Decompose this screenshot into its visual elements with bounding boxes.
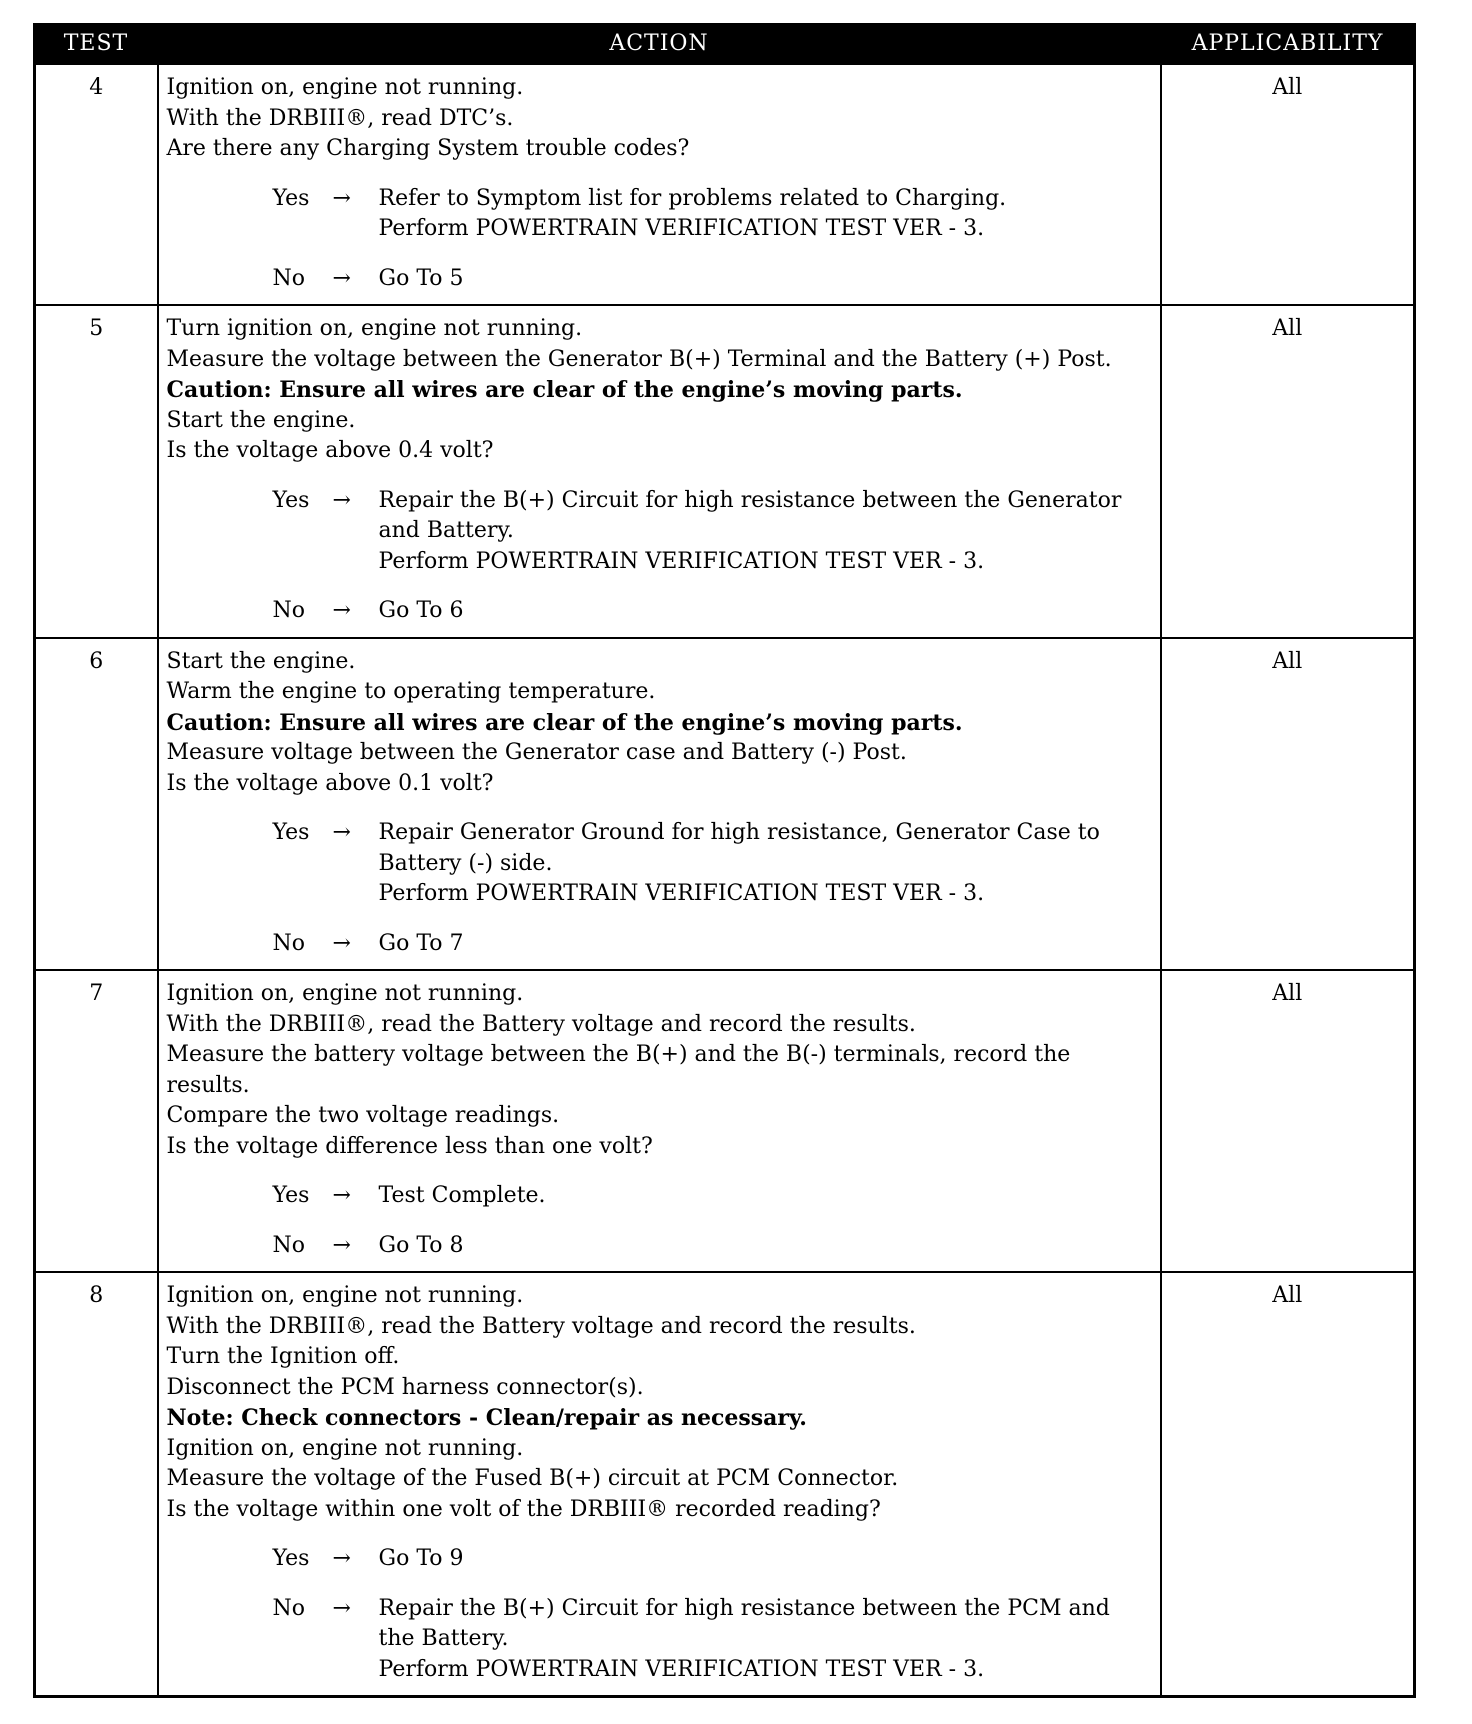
action-cell	[158, 970, 1161, 1272]
answer-line: Go To 6	[378, 598, 464, 623]
answer-text	[379, 818, 1154, 910]
table-row	[35, 305, 1415, 638]
step-text: Is the voltage above 0.1 volt?	[166, 770, 494, 796]
step-text: Start the engine.	[166, 648, 356, 674]
test-number: 6	[35, 638, 158, 971]
answer-text	[379, 486, 1154, 578]
step-text: Measure the battery voltage between the B(+) and the B(-) terminals, record the results.	[166, 1042, 1071, 1098]
step-text: Measure the voltage of the Fused B(+) circuit at PCM Connector.	[166, 1466, 899, 1491]
step-text: Disconnect the PCM harness connector(s).	[166, 1374, 644, 1400]
answer-line: Repair the B(+) Circuit for high resistance between the PCM and	[378, 1595, 1110, 1621]
answer-label: No	[272, 265, 305, 291]
arrow-right-icon: →	[332, 487, 351, 513]
step-text: Measure the voltage between the Generator B(+) Terminal and the Battery (+) Post.	[166, 346, 1112, 372]
answer-no	[167, 1594, 1154, 1686]
answer-yes	[167, 184, 1154, 245]
step-text: Ignition on, engine not running.	[166, 981, 524, 1006]
applicability-value: All	[1161, 305, 1415, 638]
arrow-right-icon: →	[332, 598, 351, 623]
table-row	[35, 1272, 1415, 1697]
answer-text	[379, 184, 1154, 245]
answer-line: and Battery.	[378, 518, 514, 543]
answer-text	[379, 929, 1154, 960]
step-text: Ignition on, engine not running.	[166, 1283, 524, 1308]
test-number: 7	[35, 970, 158, 1272]
answer-label: No	[272, 598, 305, 623]
answer-text	[379, 596, 1154, 627]
answer-line: Go To 9	[378, 1546, 464, 1571]
answer-line: Perform POWERTRAIN VERIFICATION TEST VER - 3.	[378, 548, 985, 574]
answer-yes	[167, 1544, 1154, 1575]
action-cell	[158, 638, 1161, 971]
answer-text	[379, 1544, 1154, 1575]
diagnostic-test-table	[33, 23, 1416, 1698]
step-text: With the DRBIII®, read DTC’s.	[166, 105, 514, 131]
caution-note: Caution: Ensure all wires are clear of the engine’s moving parts.	[166, 709, 963, 736]
answer-no	[167, 1231, 1154, 1262]
test-number: 5	[35, 305, 158, 638]
step-text: Start the engine.	[166, 407, 356, 433]
answer-text	[379, 264, 1154, 295]
answer-label: No	[272, 1232, 305, 1258]
applicability-value: All	[1161, 64, 1415, 305]
caution-note: Caution: Ensure all wires are clear of the engine’s moving parts.	[166, 377, 963, 403]
table-body	[35, 64, 1415, 1697]
test-number: 8	[35, 1272, 158, 1697]
step-text: Compare the two voltage readings.	[166, 1103, 560, 1128]
answer-line: the Battery.	[378, 1626, 509, 1651]
answer-yes	[167, 486, 1154, 578]
arrow-right-icon: →	[332, 265, 351, 291]
answer-line: Perform POWERTRAIN VERIFICATION TEST VER - 3.	[378, 1656, 985, 1682]
step-text: Measure voltage between the Generator case and Battery (-) Post.	[166, 740, 907, 765]
arrow-right-icon: →	[332, 820, 351, 845]
step-text: Is the voltage within one volt of the DRBIII® recorded reading?	[166, 1496, 881, 1522]
answer-line: Battery (-) side.	[378, 850, 553, 876]
answer-yes	[167, 818, 1154, 910]
step-text: With the DRBIII®, read the Battery voltage and record the results.	[166, 1313, 916, 1339]
answer-label: No	[272, 930, 305, 956]
answer-text	[379, 1594, 1154, 1686]
answer-line: Test Complete.	[378, 1183, 546, 1208]
action-cell	[158, 305, 1161, 638]
answer-line: Repair the B(+) Circuit for high resistance between the Generator	[378, 487, 1122, 513]
arrow-right-icon: →	[332, 1546, 351, 1571]
test-number: 4	[35, 64, 158, 305]
answer-line: Perform POWERTRAIN VERIFICATION TEST VER - 3.	[378, 216, 985, 241]
answer-line: Go To 8	[378, 1232, 464, 1258]
answer-no	[167, 264, 1154, 295]
step-text: Warm the engine to operating temperature.	[166, 679, 656, 704]
answer-text	[379, 1181, 1154, 1212]
step-text: With the DRBIII®, read the Battery voltage and record the results.	[166, 1011, 916, 1037]
arrow-right-icon: →	[332, 1232, 351, 1258]
answer-label: Yes	[272, 487, 310, 513]
answer-line: Go To 5	[378, 265, 464, 291]
answer-label: Yes	[272, 1546, 310, 1571]
table-row	[35, 638, 1415, 971]
answer-label: Yes	[272, 1183, 310, 1208]
answer-line: Refer to Symptom list for problems related to Charging.	[378, 185, 1007, 211]
table-row	[35, 970, 1415, 1272]
answer-label: Yes	[272, 185, 310, 211]
step-text: Turn ignition on, engine not running.	[166, 316, 583, 341]
caution-note: Note: Check connectors - Clean/repair as necessary.	[166, 1405, 807, 1431]
answer-label: No	[272, 1595, 305, 1621]
step-text: Is the voltage above 0.4 volt?	[166, 438, 494, 463]
answer-no	[167, 929, 1154, 960]
arrow-right-icon: →	[332, 930, 351, 956]
answer-line: Go To 7	[378, 930, 464, 956]
action-cell	[158, 64, 1161, 305]
applicability-value: All	[1161, 1272, 1415, 1697]
header-action: ACTION	[158, 23, 1161, 64]
header-test: TEST	[35, 23, 158, 64]
step-text: Are there any Charging System trouble codes?	[166, 136, 690, 161]
answer-text	[379, 1231, 1154, 1262]
answer-line: Perform POWERTRAIN VERIFICATION TEST VER - 3.	[378, 881, 985, 906]
step-text: Is the voltage difference less than one volt?	[166, 1133, 653, 1159]
header-row	[35, 23, 1415, 64]
answer-no	[167, 596, 1154, 627]
step-text: Ignition on, engine not running.	[166, 1435, 524, 1461]
table-row	[35, 64, 1415, 305]
step-text: Ignition on, engine not running.	[166, 75, 524, 100]
step-text: Turn the Ignition off.	[166, 1344, 400, 1369]
header-applicability: APPLICABILITY	[1161, 23, 1415, 64]
action-cell	[158, 1272, 1161, 1697]
arrow-right-icon: →	[332, 1595, 351, 1621]
applicability-value: All	[1161, 970, 1415, 1272]
answer-label: Yes	[272, 820, 310, 845]
arrow-right-icon: →	[332, 1183, 351, 1208]
answer-yes	[167, 1181, 1154, 1212]
arrow-right-icon: →	[332, 185, 351, 211]
applicability-value: All	[1161, 638, 1415, 971]
answer-line: Repair Generator Ground for high resistance, Generator Case to	[378, 820, 1100, 845]
